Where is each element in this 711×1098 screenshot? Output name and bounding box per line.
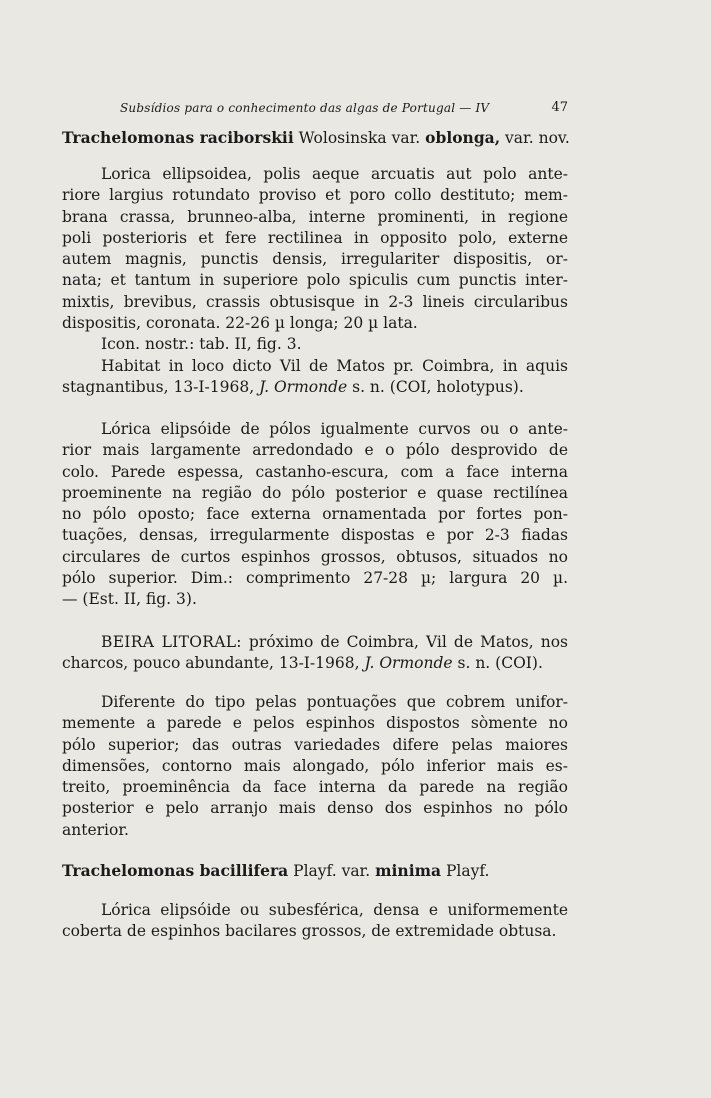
text-line: nata; et tantum in superiore polo spiculis cum punctis inter-	[62, 271, 568, 290]
locality-line	[62, 653, 568, 674]
text-line: anterior.	[62, 820, 129, 839]
locality-text: charcos, pouco abundante, 13-I-1968,	[62, 654, 360, 673]
locality-region: BEIRA LITORAL:	[101, 633, 242, 651]
latin-description	[62, 164, 568, 398]
taxon-author: Playf. var.	[293, 862, 371, 880]
taxon-author: Wolosinska var.	[298, 129, 421, 147]
habitat-line	[62, 377, 568, 398]
text-line: poli posterioris et fere rectilinea in opposito polo, externe	[62, 228, 568, 247]
text-line: mixtis, brevibus, crassis obtusisque in 2-3 lineis circularibus	[62, 292, 568, 311]
taxon-variety: minima	[375, 861, 442, 880]
habitat-date: stagnantibus, 13-I-1968,	[62, 377, 255, 396]
locality-collector: J. Ormonde	[364, 654, 453, 673]
text-line: tuações, densas, irregularmente dispostas e por 2-3 fiadas	[62, 526, 568, 545]
text-line: pólo superior; das outras variedades difere pelas maiores	[62, 735, 568, 754]
text-line: memente a parede e pelos espinhos dispostos sòmente no	[62, 714, 568, 733]
text-line: brana crassa, brunneo-alba, interne prominenti, in regione	[62, 207, 568, 226]
taxon-variety: oblonga,	[425, 128, 501, 147]
locality	[62, 632, 568, 675]
taxon-name: Trachelomonas bacillifera	[62, 861, 289, 880]
taxon-heading	[62, 127, 568, 149]
entry2-heading	[62, 860, 568, 882]
text-line: Lórica elipsóide de pólos igualmente curvos ou o ante-	[101, 420, 568, 438]
habitat-tail: s. n. (COI, holotypus).	[352, 377, 524, 396]
text-line: no pólo oposto; face externa ornamentada por fortes pon-	[62, 505, 568, 524]
text-line: Lorica ellipsoidea, polis aeque arcuatis aut polo ante-	[101, 165, 568, 183]
text-line: Diferente do tipo pelas pontuações que cobrem unifor-	[101, 693, 568, 711]
entry2-description	[62, 900, 568, 943]
locality-text: próximo de Coimbra, Vil de Matos, nos	[248, 633, 568, 651]
habitat-line: Habitat in loco dicto Vil de Matos pr. Coimbra, in aquis	[101, 356, 568, 375]
text-line: dispositis, coronata. 22-26 µ longa; 20 µ lata.	[62, 314, 418, 333]
text-line: Lórica elipsóide ou subesférica, densa e uniformemente	[101, 901, 568, 919]
taxon-status: var. nov.	[505, 129, 570, 147]
page-header	[62, 99, 568, 119]
text-line: riore largius rotundato proviso et poro collo destituto; mem-	[62, 186, 568, 205]
locality-line	[62, 632, 568, 653]
text-line: — (Est. II, fig. 3).	[62, 590, 197, 609]
locality-tail: s. n. (COI).	[457, 654, 543, 673]
page-number: 47	[551, 100, 568, 115]
taxon-author: Playf.	[445, 862, 490, 880]
habitat-collector: J. Ormonde	[259, 377, 348, 396]
discussion	[62, 692, 568, 841]
text-line: dimensões, contorno mais alongado, pólo inferior mais es-	[62, 756, 568, 775]
text-line: autem magnis, punctis densis, irregulariter dispositis, or-	[62, 250, 568, 269]
text-line: circulares de curtos espinhos grossos, obtusos, situados no	[62, 547, 568, 566]
text-line: coberta de espinhos bacilares grossos, de extremidade obtusa.	[62, 922, 557, 941]
running-title: Subsídios para o conhecimento das algas de Portugal — IV	[120, 101, 490, 115]
text-line: posterior e pelo arranjo mais denso dos espinhos no pólo	[62, 799, 568, 818]
taxon-name: Trachelomonas raciborskii	[62, 128, 294, 147]
text-line: proeminente na região do pólo posterior e quase rectilínea	[62, 483, 568, 502]
portuguese-description	[62, 419, 568, 611]
text-line: pólo superior. Dim.: comprimento 27-28 µ; largura 20 µ.	[62, 569, 568, 588]
text-line: rior mais largamente arredondado e o pólo desprovido de	[62, 441, 568, 460]
text-line: treito, proeminência da face interna da parede na região	[62, 778, 568, 797]
taxon-heading	[62, 860, 568, 882]
icon-reference: Icon. nostr.: tab. II, fig. 3.	[101, 335, 302, 354]
text-line: colo. Parede espessa, castanho-escura, com a face interna	[62, 462, 568, 481]
entry1-heading	[62, 127, 568, 149]
